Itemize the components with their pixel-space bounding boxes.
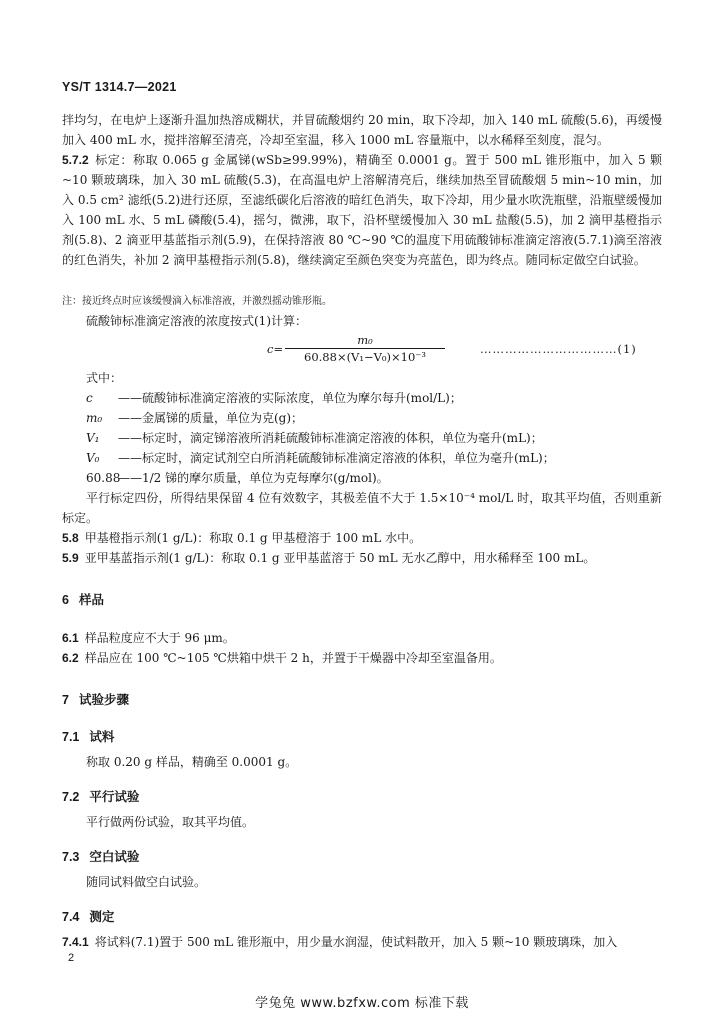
definition-symbol: c <box>86 391 93 405</box>
continuation-paragraph: 拌均匀，在电炉上逐渐升温加热溶成糊状，并冒硫酸烟约 20 min，取下冷却，加入 140 mL 硫酸(5.6)，再缓慢加入 400 mL 水，搅拌溶解至清亮，冷却至室温，移入 1000 mL 容量瓶中，以水稀释至刻度，混匀。 <box>62 113 662 147</box>
section-title: 样品 <box>78 593 104 607</box>
clause-6-1 <box>62 628 662 648</box>
clause-number: 7.4.1 <box>62 935 89 949</box>
clause-5-8 <box>62 528 662 548</box>
section-6-heading <box>62 590 104 608</box>
definition-item <box>86 428 662 448</box>
subsection-7-4-heading <box>62 907 114 925</box>
definition-item <box>86 388 662 408</box>
definition-item <box>86 448 662 468</box>
clause-text: 标定：称取 0.065 g 金属锑(wSb≥99.99%)，精确至 0.0001 g。置于 500 mL 锥形瓶中，加入 5 颗~10 颗玻璃珠，加入 30 mL 硫酸(5.3)，在高温电炉上溶解清亮后，继续加热至冒硫酸烟 5 min~10 min，加入 0.5 cm² 滤纸(5.2)进行还原，至滤纸碳化后溶液的暗红色消失，取下冷却，用少量水吹洗瓶壁，沿瓶壁缓慢加入 100 mL 水、5 mL 磷酸(5.4)，摇匀，微沸，取下，沿杯壁缓慢加入 30 mL 盐酸(5.5)，加 2 滴甲基橙指示剂(5.8)、2 滴亚甲基蓝指示剂(5.9)，在保持溶液 80 ℃~90 ℃的温度下用硫酸铈标准滴定溶液(5.7.1)滴至溶液的红色消失，补加 2 滴甲基橙指示剂(5.8)，继续滴定至颜色突变为亮蓝色，即为终点。随同标定做空白试验。 <box>62 153 662 267</box>
definition-text: ——硫酸铈标准滴定溶液的实际浓度，单位为摩尔每升(mol/L)； <box>118 391 462 405</box>
definitions-list <box>86 388 662 488</box>
clause-number: 6.1 <box>62 631 79 645</box>
subsection-title: 空白试验 <box>89 850 140 864</box>
definition-text: ——金属锑的质量，单位为克(g)； <box>118 411 304 425</box>
definition-item <box>86 408 662 428</box>
definition-symbol: V₁ <box>86 431 100 445</box>
formula-lhs: c= <box>267 342 284 356</box>
clause-5-7-2 <box>62 150 662 270</box>
clause-text: 样品应在 100 ℃~105 ℃烘箱中烘干 2 h，并置于干燥器中冷却至室温备用。 <box>84 651 502 665</box>
definition-text: ——标定时，滴定试剂空白所消耗硫酸铈标准滴定溶液的体积，单位为毫升(mL)； <box>118 451 555 465</box>
where-label: 式中： <box>86 371 123 385</box>
clause-5-9 <box>62 548 662 568</box>
definition-symbol: V₀ <box>86 451 100 465</box>
footer-watermark: 学兔兔 www.bzfxw.com 标准下载 <box>255 996 469 1011</box>
subsection-title: 试料 <box>89 730 115 744</box>
section-number: 6 <box>62 593 69 607</box>
subsection-7-2-text: 平行做两份试验，取其平均值。 <box>86 815 255 829</box>
formula-denominator: 60.88×(V₁−V₀)×10⁻³ <box>304 350 426 364</box>
formula-leader-dots: …………………………… <box>480 342 618 356</box>
clause-number: 6.2 <box>62 651 79 665</box>
clause-number: 5.8 <box>62 531 79 545</box>
section-7-heading <box>62 690 129 708</box>
subsection-7-1-heading <box>62 727 114 745</box>
clause-text: 甲基橙指示剂(1 g/L)：称取 0.1 g 甲基橙溶于 100 mL 水中。 <box>84 531 422 545</box>
formula-numerator: m₀ <box>357 333 373 347</box>
subsection-number: 7.3 <box>62 850 80 864</box>
clause-6-2 <box>62 648 662 668</box>
subsection-7-3-text: 随同试料做空白试验。 <box>86 875 207 889</box>
formula-1 <box>62 333 662 365</box>
clause-text: 样品粒度应不大于 96 μm。 <box>84 631 235 645</box>
subsection-title: 平行试验 <box>89 790 140 804</box>
clause-7-4-1 <box>62 932 662 952</box>
clause-text: 将试料(7.1)置于 500 mL 锥形瓶中，用少量水润湿，使试料散开，加入 5 颗~10 颗玻璃珠，加入 <box>94 935 618 949</box>
subsection-number: 7.1 <box>62 730 80 744</box>
section-number: 7 <box>62 693 69 707</box>
definition-text: ——1/2 锑的摩尔质量，单位为克每摩尔(g/mol)。 <box>118 471 389 485</box>
clause-number: 5.9 <box>62 551 79 565</box>
clause-text: 亚甲基蓝指示剂(1 g/L)：称取 0.1 g 亚甲基蓝溶于 50 mL 无水乙醇中，用水稀释至 100 mL。 <box>84 551 596 565</box>
subsection-number: 7.4 <box>62 910 80 924</box>
formula-intro: 硫酸铈标准滴定溶液的浓度按式(1)计算： <box>86 314 307 328</box>
definition-text: ——标定时，滴定锑溶液所消耗硫酸铈标准滴定溶液的体积，单位为毫升(mL)； <box>118 431 543 445</box>
subsection-number: 7.2 <box>62 790 80 804</box>
clause-number: 5.7.2 <box>62 153 89 167</box>
definition-item <box>86 468 662 488</box>
parallel-calibration-text: 平行标定四份，所得结果保留 4 位有效数字，其极差值不大于 1.5×10⁻⁴ mol/L 时，取其平均值，否则重新标定。 <box>62 491 662 525</box>
definition-symbol: m₀ <box>86 411 103 425</box>
definition-symbol: 60.88 <box>86 471 121 485</box>
formula-number: (1) <box>617 342 637 356</box>
fraction-bar <box>285 348 445 349</box>
standard-code: YS/T 1314.7—2021 <box>62 80 177 94</box>
subsection-title: 测定 <box>89 910 115 924</box>
formula-number-row <box>480 342 637 356</box>
page-number: 2 <box>68 952 75 964</box>
note: 注：接近终点时应该缓慢滴入标准溶液，并激烈摇动锥形瓶。 <box>62 296 332 307</box>
section-title: 试验步骤 <box>78 693 129 707</box>
subsection-7-2-heading <box>62 787 139 805</box>
formula-fraction <box>285 333 445 364</box>
subsection-7-1-text: 称取 0.20 g 样品，精确至 0.0001 g。 <box>86 755 298 769</box>
subsection-7-3-heading <box>62 847 139 865</box>
